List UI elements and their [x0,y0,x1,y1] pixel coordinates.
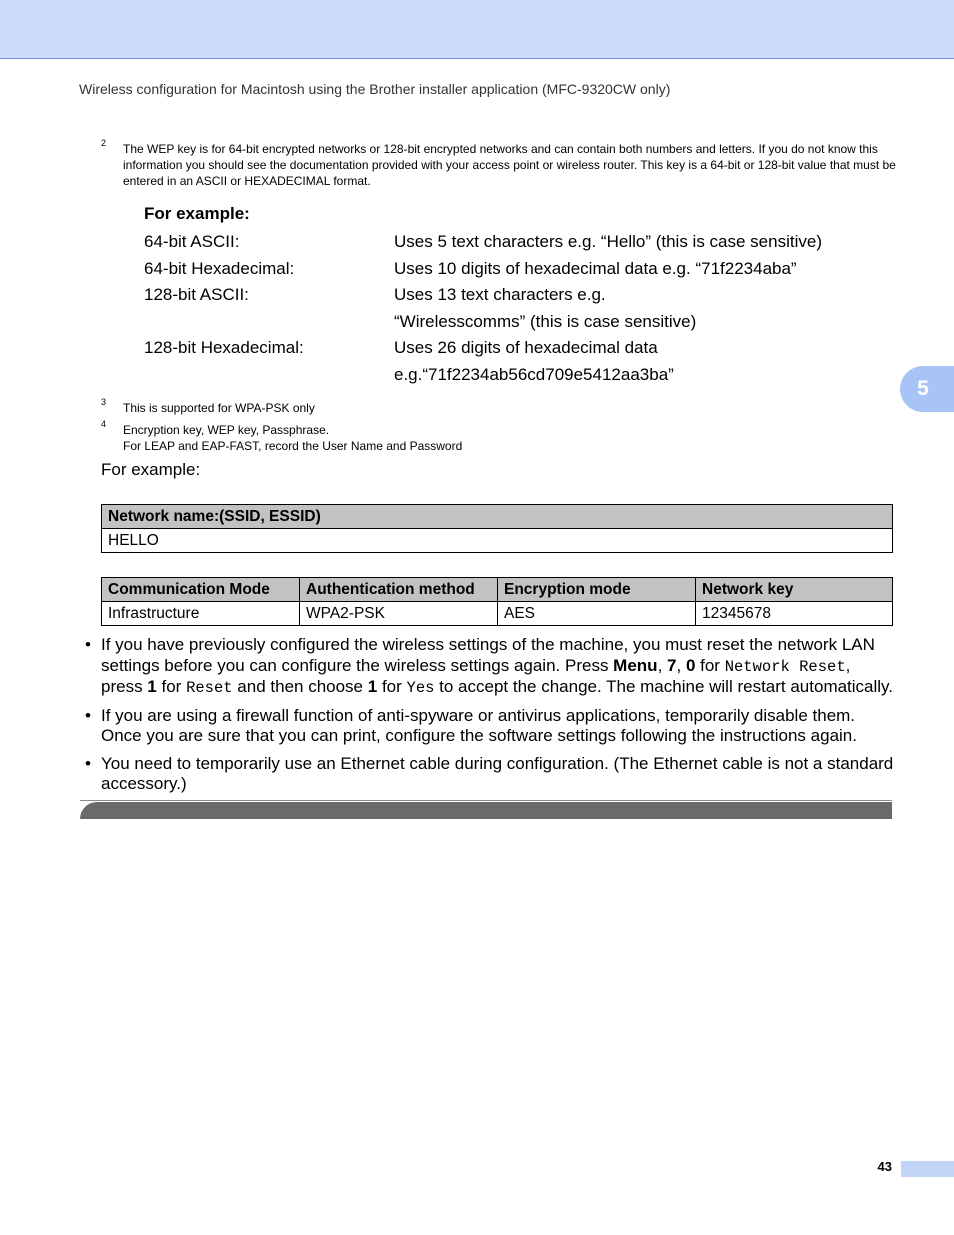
example-row-continued [144,362,864,389]
example-value: Uses 10 digits of hexadecimal data e.g. “71f2234aba” [394,258,797,278]
page-number-tab [901,1161,954,1177]
example-value: Uses 13 text characters e.g. [394,285,606,304]
table-header-row [102,505,893,529]
table-header-cell: Authentication method [300,578,498,602]
footnote-number: 2 [101,138,107,148]
key-1: 1 [147,677,157,696]
lcd-text-yes: Yes [406,679,435,697]
example-label: 128-bit Hexadecimal: [144,338,304,357]
table-cell: Infrastructure [102,602,300,626]
example-value: e.g.“71f2234ab56cd709e5412aa3ba” [394,364,674,384]
example-value: “Wirelesscomms” (this is case sensitive) [394,311,697,331]
for-example-label: For example: [101,460,201,479]
list-item: • If you have previously configured the wireless settings of the machine, you must reset the network LAN settings before you can configure the wireless settings again. Press Menu, 7, 0 for Network Reset, press 1 for Reset and then choose 1 for Yes to accept the change. The machine will restart automatically. [85,635,894,697]
example-value: Uses 26 digits of hexadecimal data [394,338,658,357]
table-header-cell: Network key [696,578,893,602]
table-cell: HELLO [102,529,893,553]
settings-table [101,577,893,626]
example-label: 64-bit Hexadecimal: [144,258,295,278]
section-end-bar [80,802,892,819]
examples-title: For example: [144,204,250,223]
footnote-number: 3 [101,397,107,407]
wep-key-examples [144,203,864,388]
table-header-cell: Encryption mode [498,578,696,602]
table-header-row [102,578,893,602]
key-0: 0 [685,655,696,675]
footnote-text: Encryption key, WEP key, Passphrase. [123,423,330,437]
table-header-cell: Communication Mode [102,578,300,602]
example-row [144,256,864,283]
notes-list [80,635,895,802]
footnote-text: For LEAP and EAP-FAST, record the User Name and Password [123,439,463,453]
table-cell: AES [498,602,696,626]
example-row [144,229,864,256]
table-row [102,602,893,626]
section-end-rule [80,800,892,801]
footnote-2 [101,138,896,189]
example-label: 128-bit ASCII: [144,285,249,304]
example-value: Uses 5 text characters e.g. “Hello” (this is case sensitive) [394,232,822,251]
table-header-cell: Network name:(SSID, ESSID) [102,505,893,529]
chapter-tab: 5 [900,366,954,412]
example-label: 64-bit ASCII: [144,232,240,251]
table-cell: WPA2-PSK [300,602,498,626]
list-item: • If you are using a firewall function of anti-spyware or antivirus applications, temporarily disable them. Once you are sure that you can print, configure the software settings following the instructions again. [85,705,857,745]
footnote-number: 4 [101,419,107,429]
table-row [102,529,893,553]
example-row [144,335,864,362]
key-1: 1 [367,677,378,696]
key-7: 7 [667,655,677,675]
menu-key: Menu [613,655,658,675]
lcd-text-reset: Reset [186,679,233,697]
lcd-text-network-reset: Network Reset [724,657,846,676]
footnote-text: This is supported for WPA-PSK only [123,401,315,415]
page-number: 43 [877,1159,892,1174]
example-row-continued [144,309,864,336]
example-row [144,282,864,309]
footnote-text: The WEP key is for 64-bit encrypted networks or 128-bit encrypted networks and can contain both numbers and letters. If you do not know this information you should see the documentation provided with your access point or wireless router. This key is a 64-bit or 128-bit value that must be entered in an ASCII or HEXADECIMAL format. [123,142,896,188]
footnote-3 [101,397,896,416]
running-header: Wireless configuration for Macintosh using the Brother installer application (MFC-9320CW only) [79,81,671,97]
header-band [0,0,954,59]
footnote-4 [101,419,896,454]
table-cell: 12345678 [696,602,893,626]
list-item: • You need to temporarily use an Ethernet cable during configuration. (The Ethernet cable is not a standard accessory.) [85,753,894,793]
ssid-table [101,504,893,553]
